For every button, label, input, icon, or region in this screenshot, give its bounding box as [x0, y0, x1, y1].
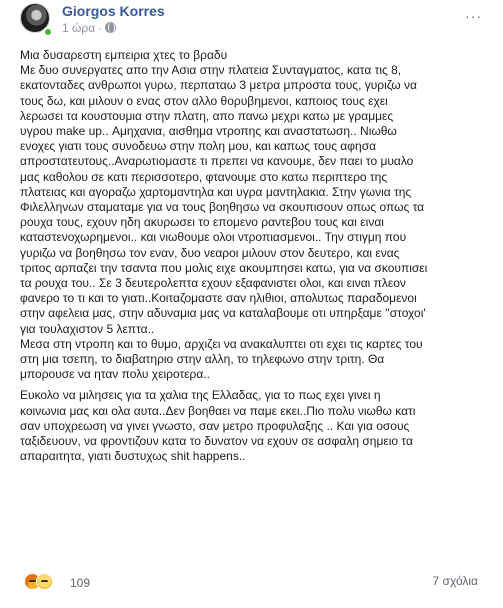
text-line: ρουχα τους, εχουν ηδη ακυρωσει το επομενο ραντεβου τους και ειναι	[20, 215, 384, 230]
text-line: μας καθολου σε κατι περισσοτερο, φτανουμε στο κατω περιπτερο της	[20, 169, 388, 184]
text-line: γυριζω να βοηθησω τον εναν, δυο νεαροι μιλουν στον δευτερο, και ενας	[20, 245, 400, 260]
text-line: σαν υποχρεωση να γινει γνωστο, σαν μετρο προφυλαξης .. Και για οσους	[20, 418, 410, 433]
text-line: ταξιδευουν, να φροντιζουν κατα το δυνατον να εχουν σε ασφαλη σημειο τα	[20, 434, 413, 449]
text-line: λερωσει τα κουστουμια στην πλατη, απο πανω μεχρι κατω με γραμμες	[20, 108, 394, 123]
text-line: τα ρουχα του.. Σε 3 δευτερολεπτα εχουν εξαφανιστει ολοι, και ειναι πλεον	[20, 276, 406, 291]
online-status-icon	[43, 27, 53, 37]
text-line: για τουλαχιστον 5 λεπτα..	[20, 321, 155, 336]
text-line: απροστατευτους..Αναρωτιομαστε τι πρεπει να κανουμε, δεν παει το μυαλο	[20, 154, 414, 169]
more-options-icon[interactable]: ···	[465, 8, 482, 24]
text-line: Μια δυσαρεστη εμπειρια χτες το βραδυ	[20, 48, 228, 62]
sad-icon	[36, 573, 53, 590]
reaction-count[interactable]: 109	[70, 576, 91, 590]
globe-icon[interactable]	[105, 22, 116, 33]
comments-count[interactable]: 7 σχόλια	[432, 574, 478, 588]
text-line: Φιλελληνων σταματαμε για να τους βοηθησω να σκουπισουν οπως οπως τα	[20, 200, 425, 215]
text-line: τριτος αρπαζει την τσαντα που μολις ειχε ακουμπησει κατω, για να σκουπισει	[20, 260, 428, 275]
author-name[interactable]: Giorgos Korres	[62, 3, 165, 19]
text-line: κοινωνια μας και ολα αυτα..Δεν βοηθαει να παμε εκει..Πιο πολυ νιωθω κατι	[20, 403, 416, 418]
text-line: εκατονταδες ανθρωποι γυρω, περπαταω 3 μετρα μπροστα τους, γυριζω να	[20, 78, 417, 93]
text-line: Μεσα στη ντροπη και το θυμο, αρχιζει να ανακαλυπτει οτι εχει τις καρτες του	[20, 336, 423, 351]
text-line: Με δυο συνεργατες απο την Ασια στην πλατεια Συνταγματος, κατα τις 8,	[20, 63, 402, 78]
paragraph	[20, 388, 496, 464]
text-line: ενοχες γιατι τους συνοδευω στην πολη μου, και καπως τους αφησα	[20, 139, 377, 154]
text-line: καταστενοχωρημενοι.. και νιωθουμε ολοι ντροπιασμενοι.. Την στιγμη που	[20, 230, 407, 245]
text-line: τους δω, και μιλουν ο ενας στον αλλο θορυβημενοι, καποιος τους εχει	[20, 93, 388, 108]
text-line: στη μια τσεπη, το διαβατηριο στην αλλη, το τηλεφωνο στην τριτη. Θα	[20, 352, 385, 367]
post-header	[10, 0, 490, 40]
text-line: υγρου make up.. Αμηχανια, αισθημα ντροπης και αναστατωση.. Νιωθω	[20, 124, 397, 139]
text-line: φανερο το τι και το γιατι..Κοιταζομαστε σαν ηλιθιοι, απολυτως παραδομενοι	[20, 291, 417, 306]
meta-separator: ·	[98, 21, 103, 35]
text-line: πλατειας και αγοραζω χαρτομαντηλα και υγρα μαντηλακια. Στην γωνια της	[20, 184, 412, 199]
text-line: απαραιτητα, γιατι δυστυχως shit happens..	[20, 449, 246, 464]
post-time[interactable]: 1 ώρα	[62, 21, 96, 35]
post-body	[20, 48, 496, 470]
post-meta	[62, 21, 116, 35]
text-line: μπορουσε να ηταν πολυ χειροτερα..	[20, 367, 210, 382]
text-line: Ευκολο να μιλησεις για τα χαλια της Ελλαδας, για το πως εχει γινει η	[20, 388, 381, 403]
paragraph	[20, 48, 496, 382]
post-footer	[10, 571, 490, 595]
text-line: στην αφελεια μας, στην αδυναμια μας να καταλαβουμε οτι υπηρξαμε ''στοχοι'	[20, 306, 426, 321]
